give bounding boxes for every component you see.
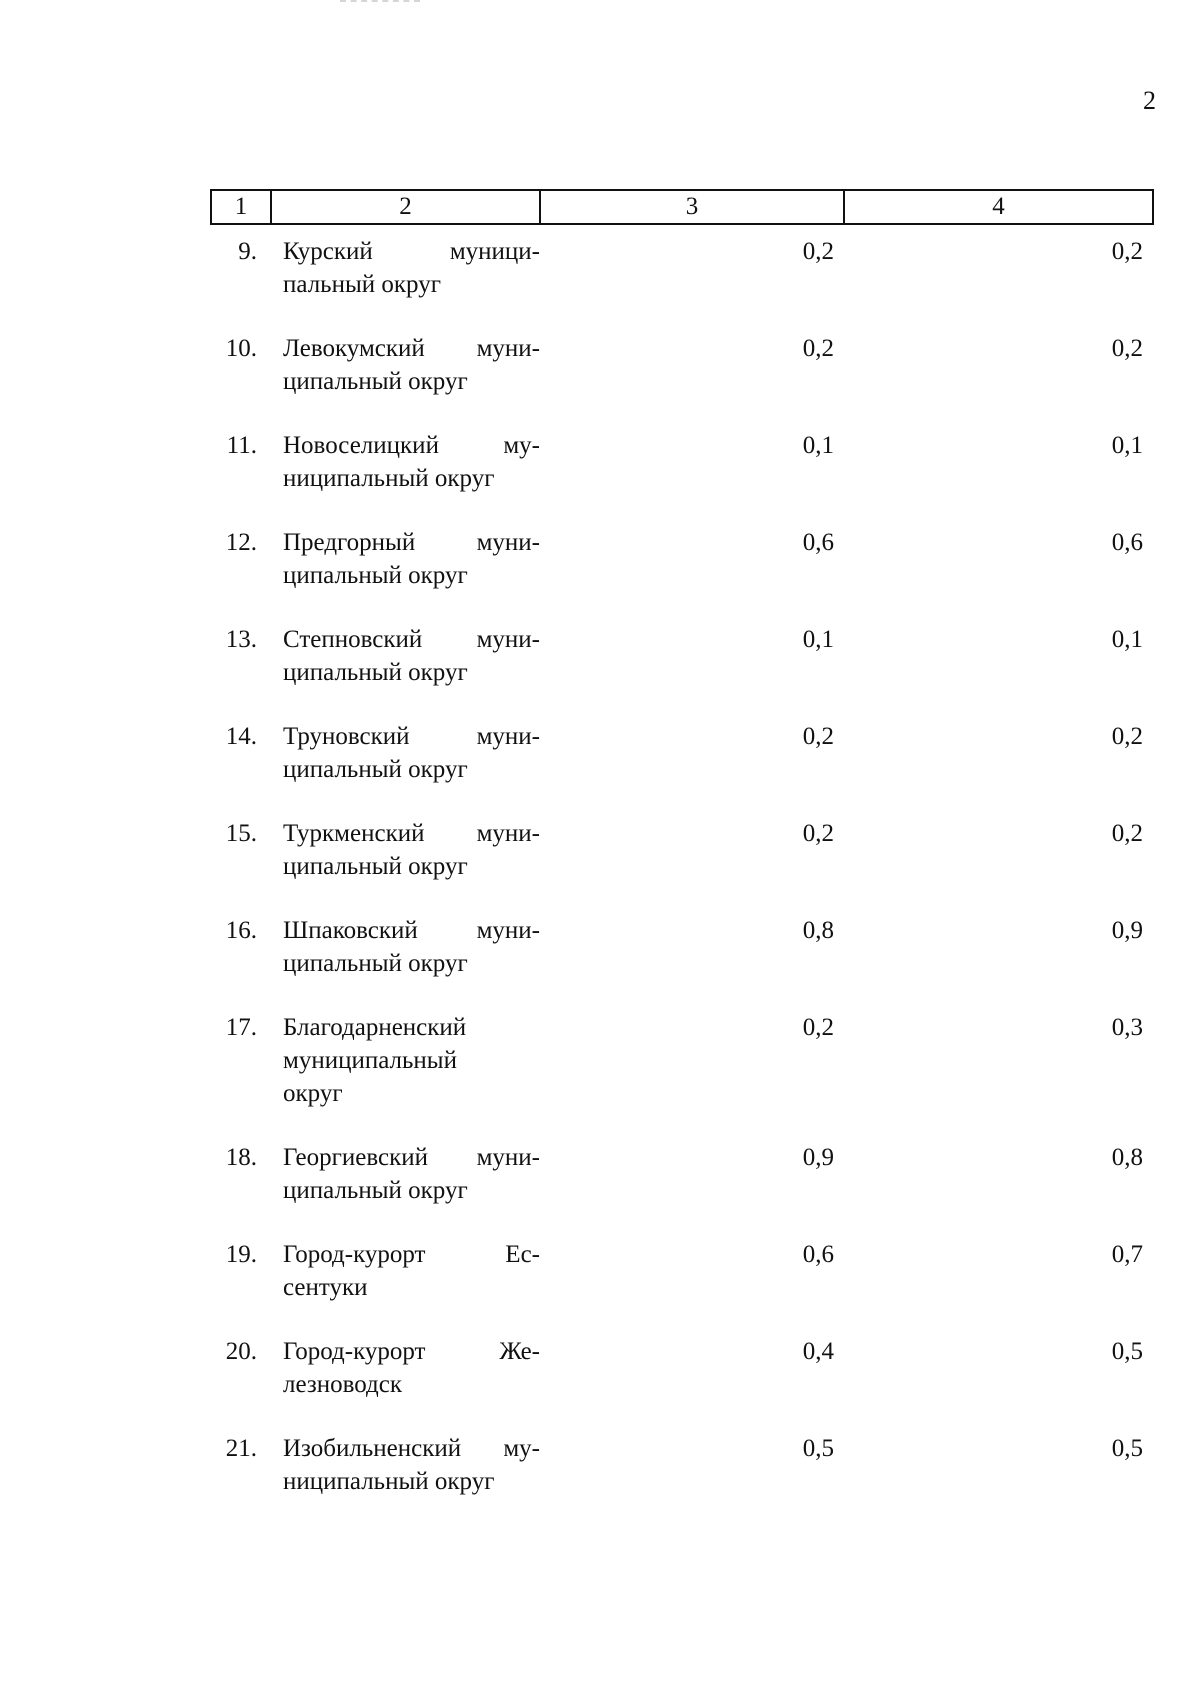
value-col-4: 0,2 bbox=[1111, 820, 1143, 847]
municipality-name-line: Новоселицкий му- bbox=[283, 432, 540, 459]
value-col-3: 0,4 bbox=[802, 1338, 834, 1365]
table-row bbox=[211, 1238, 1153, 1304]
row-number: 16. bbox=[225, 917, 257, 944]
page-number: 2 bbox=[1143, 86, 1156, 115]
row-spacer bbox=[211, 1304, 1153, 1335]
row-number: 11. bbox=[226, 432, 257, 459]
row-number: 13. bbox=[225, 626, 257, 653]
table-row bbox=[211, 235, 1153, 301]
municipality-name-line: Город-курорт Ес- bbox=[283, 1241, 540, 1268]
table-body bbox=[211, 224, 1153, 1498]
value-col-3: 0,1 bbox=[802, 626, 834, 653]
municipality-name-line: Степновский муни- bbox=[283, 626, 540, 653]
municipality-name-line: ципальный округ bbox=[283, 1177, 468, 1204]
scan-artifact bbox=[340, 0, 420, 8]
municipality-name-line: муниципальный bbox=[283, 1047, 457, 1074]
row-number: 12. bbox=[225, 529, 257, 556]
municipality-name-line: Левокумский муни- bbox=[283, 335, 540, 362]
row-spacer bbox=[211, 1207, 1153, 1238]
municipality-name-line: Город-курорт Же- bbox=[283, 1338, 540, 1365]
table-row bbox=[211, 1141, 1153, 1207]
table-row bbox=[211, 914, 1153, 980]
municipality-name-line: ципальный округ bbox=[283, 368, 468, 395]
value-col-3: 0,2 bbox=[802, 335, 834, 362]
municipality-name-line: пальный округ bbox=[283, 271, 441, 298]
table-row bbox=[211, 623, 1153, 689]
row-number: 21. bbox=[225, 1435, 257, 1462]
value-col-3: 0,2 bbox=[802, 1014, 834, 1041]
row-number: 15. bbox=[225, 820, 257, 847]
row-spacer bbox=[211, 398, 1153, 429]
municipality-name bbox=[271, 1141, 540, 1207]
municipality-name-line: Предгорный муни- bbox=[283, 529, 540, 556]
municipality-name bbox=[271, 817, 540, 883]
row-spacer bbox=[211, 224, 1153, 235]
value-col-3: 0,5 bbox=[802, 1435, 834, 1462]
municipality-name-line: Изобильненский му- bbox=[283, 1435, 540, 1462]
table-row bbox=[211, 817, 1153, 883]
table-row bbox=[211, 1432, 1153, 1498]
value-col-4: 0,2 bbox=[1111, 335, 1143, 362]
row-number: 19. bbox=[225, 1241, 257, 1268]
header-col-1: 1 bbox=[211, 190, 271, 224]
row-spacer bbox=[211, 883, 1153, 914]
municipality-name bbox=[271, 720, 540, 786]
value-col-3: 0,2 bbox=[802, 238, 834, 265]
municipality-name-line: Георгиевский муни- bbox=[283, 1144, 540, 1171]
row-spacer bbox=[211, 301, 1153, 332]
value-col-3: 0,1 bbox=[802, 432, 834, 459]
value-col-3: 0,2 bbox=[802, 723, 834, 750]
row-number: 17. bbox=[225, 1014, 257, 1041]
municipality-name-line: ципальный округ bbox=[283, 562, 468, 589]
municipality-name bbox=[271, 332, 540, 398]
table-row bbox=[211, 1011, 1153, 1110]
municipality-name-line: лезноводск bbox=[283, 1371, 403, 1398]
value-col-4: 0,2 bbox=[1111, 238, 1143, 265]
row-number: 10. bbox=[225, 335, 257, 362]
value-col-4: 0,9 bbox=[1111, 917, 1143, 944]
row-spacer bbox=[211, 786, 1153, 817]
row-spacer bbox=[211, 1401, 1153, 1432]
value-col-4: 0,1 bbox=[1111, 432, 1143, 459]
municipality-name-line: ниципальный округ bbox=[283, 1468, 495, 1495]
municipality-name-line: Труновский муни- bbox=[283, 723, 540, 750]
header-col-4: 4 bbox=[844, 190, 1153, 224]
value-col-3: 0,6 bbox=[802, 529, 834, 556]
municipality-name-line: Шпаковский муни- bbox=[283, 917, 540, 944]
value-col-3: 0,9 bbox=[802, 1144, 834, 1171]
value-col-4: 0,3 bbox=[1111, 1014, 1143, 1041]
municipality-name-line: ципальный округ bbox=[283, 950, 468, 977]
header-col-3: 3 bbox=[540, 190, 844, 224]
value-col-4: 0,8 bbox=[1111, 1144, 1143, 1171]
table-row bbox=[211, 720, 1153, 786]
row-spacer bbox=[211, 1110, 1153, 1141]
municipality-name bbox=[271, 526, 540, 592]
table-row bbox=[211, 429, 1153, 495]
municipality-name-line: округ bbox=[283, 1080, 343, 1107]
row-spacer bbox=[211, 980, 1153, 1011]
municipality-name bbox=[271, 429, 540, 495]
municipality-name-line: Туркменский муни- bbox=[283, 820, 540, 847]
value-col-4: 0,2 bbox=[1111, 723, 1143, 750]
value-col-3: 0,6 bbox=[802, 1241, 834, 1268]
row-number: 20. bbox=[225, 1338, 257, 1365]
municipality-name bbox=[271, 1011, 540, 1110]
municipality-name bbox=[271, 235, 540, 301]
row-number: 18. bbox=[225, 1144, 257, 1171]
municipality-name bbox=[271, 914, 540, 980]
data-table-container bbox=[210, 189, 1152, 1498]
row-number: 14. bbox=[225, 723, 257, 750]
municipality-name-line: ниципальный округ bbox=[283, 465, 495, 492]
table-header bbox=[211, 190, 1153, 224]
municipality-name bbox=[271, 623, 540, 689]
row-spacer bbox=[211, 495, 1153, 526]
value-col-3: 0,2 bbox=[802, 820, 834, 847]
municipality-name-line: ципальный округ bbox=[283, 756, 468, 783]
value-col-4: 0,6 bbox=[1111, 529, 1143, 556]
municipality-name-line: сентуки bbox=[283, 1274, 368, 1301]
municipality-name bbox=[271, 1432, 540, 1498]
municipality-name bbox=[271, 1238, 540, 1304]
data-table bbox=[210, 189, 1154, 1498]
header-col-2: 2 bbox=[271, 190, 540, 224]
header-row bbox=[211, 190, 1153, 224]
municipality-name-line: ципальный округ bbox=[283, 659, 468, 686]
value-col-3: 0,8 bbox=[802, 917, 834, 944]
table-row bbox=[211, 1335, 1153, 1401]
value-col-4: 0,5 bbox=[1111, 1435, 1143, 1462]
row-spacer bbox=[211, 689, 1153, 720]
municipality-name-line: ципальный округ bbox=[283, 853, 468, 880]
table-row bbox=[211, 526, 1153, 592]
value-col-4: 0,5 bbox=[1111, 1338, 1143, 1365]
row-spacer bbox=[211, 592, 1153, 623]
value-col-4: 0,1 bbox=[1111, 626, 1143, 653]
municipality-name bbox=[271, 1335, 540, 1401]
municipality-name-line: Благодарненский bbox=[283, 1014, 467, 1041]
table-row bbox=[211, 332, 1153, 398]
row-number: 9. bbox=[238, 238, 257, 265]
municipality-name-line: Курский муници- bbox=[283, 238, 540, 265]
value-col-4: 0,7 bbox=[1111, 1241, 1143, 1268]
